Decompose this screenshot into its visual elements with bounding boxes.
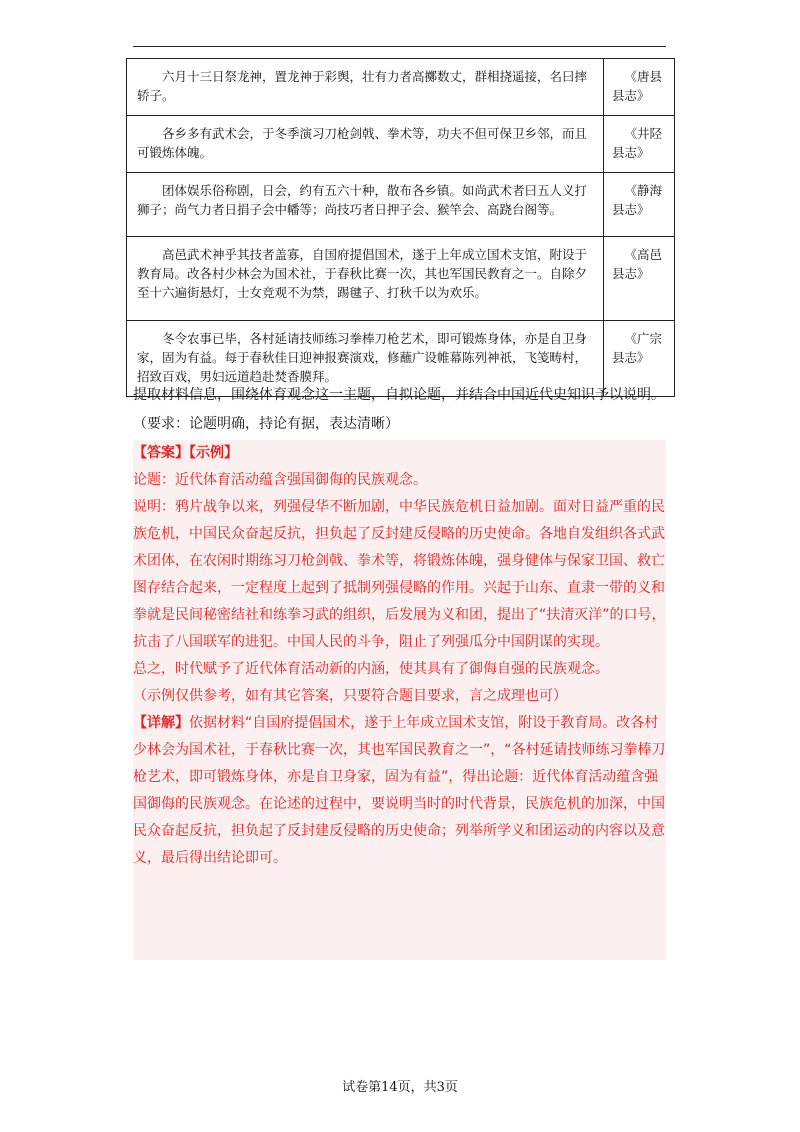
source-text: 各乡多有武术会，于冬季演习刀枪剑戟、拳术等，功夫不但可保卫乡邻，而且可锻炼体魄。 <box>137 126 588 160</box>
page-footer: 试卷第14页，共3页 <box>342 1080 458 1095</box>
answer-block <box>133 440 666 960</box>
answer-header <box>133 440 666 467</box>
source-text: 冬令农事已毕，各村延请技师练习拳棒刀枪艺术，即可锻炼身体，亦是自卫身家，固为有益。每于春秋佳日迎神报赛演戏，修蘸广设帷幕陈列神祇，飞笺畴村，招致百戏，男妇远道趋赴焚香膜拜。 <box>137 331 588 384</box>
answer-note: （示例仅供参考，如有其它答案，只要符合题目要求，言之成理也可） <box>133 688 567 704</box>
question-text: 提取材料信息，围绕体育观念这一主题，自拟论题，并结合中国近代史知识予以说明。 <box>133 387 665 403</box>
table-row <box>127 173 675 237</box>
answer-explanation: 说明：鸦片战争以来，列强侵华不断加剧，中华民族危机日益加剧。面对日益严重的民族危机，中国民众奋起反抗，担负起了反封建反侵略的历史使命。各地自发组织各式武术团体，在农闲时期练习刀枪剑戟、拳术等，将锻炼体魄，强身健体与保家卫国、救亡图存结合起来，一定程度上起到了抵制列强侵略的作用。兴起于山东、直隶一带的义和拳就是民间秘密结社和练拳习武的组织，后发展为义和团，提出了“扶清灭洋”的口号，抗击了八国联军的进犯。中国人民的斗争，阻止了列强瓜分中国阴谋的实现。 <box>133 499 666 650</box>
source-citation: 《唐县县志》 <box>612 69 663 103</box>
detail-tag: 【详解】 <box>133 715 189 731</box>
source-citation: 《广宗县志》 <box>612 331 663 365</box>
table-row <box>127 237 675 321</box>
source-text: 六月十三日祭龙神，置龙神于彩舆，壮有力者高擲数丈，群相挠遥接，名曰摔轿子。 <box>137 69 588 103</box>
answer-tag: 【答案】 <box>133 445 189 461</box>
source-table <box>126 58 675 397</box>
table-row <box>127 59 675 116</box>
question-requirement: （要求：论题明确，持论有据，表达清晰） <box>133 416 399 432</box>
example-tag: 【示例】 <box>189 445 238 461</box>
answer-detail <box>133 710 666 872</box>
source-text: 团体娱乐俗称剧，日会，约有五六十种，散布各乡镇。如尚武术者曰五人义打狮子；尚气力者日捐子会中幡等；尚技巧者日押子会、猴竿会、高跷台阁等。 <box>137 183 588 217</box>
source-text: 高邑武术神乎其技者盖寡，自国府提倡国术，遂于上年成立国术支馆，附设于教育局。改各村少林会为国术社，于春秋比赛一次，其也军国民教育之一。自除夕至十六遍街悬灯，士女竞观不为禁，踢毽子、打秋千以为欢乐。 <box>137 247 588 300</box>
detail-text: 依据材料“自国府提倡国术，遂于上年成立国术支馆，附设于教育局。改各村少林会为国术社，于春秋比赛一次，其也军国民教育之一”，“各村延请技师练习拳棒刀枪艺术，即可锻炼身体，亦是自卫身家，固为有益”，得出论题：近代体育活动蕴含强国御侮的民族观念。在论述的过程中，要说明当时的时代背景，民族危机的加深，中国民众奋起反抗，担负起了反封建反侵略的历史使命；列举所学义和团运动的内容以及意义，最后得出结论即可。 <box>133 715 666 866</box>
table-row <box>127 116 675 173</box>
source-citation: 《静海县志》 <box>612 183 663 217</box>
answer-thesis: 论题：近代体育活动蕴含强国御侮的民族观念。 <box>133 472 427 488</box>
source-citation: 《井陉县志》 <box>612 126 663 160</box>
header-rule <box>133 46 666 47</box>
answer-conclusion: 总之，时代赋予了近代体育活动新的内涵，使其具有了御侮自强的民族观念。 <box>133 661 609 677</box>
source-citation: 《高邑县志》 <box>612 247 663 281</box>
